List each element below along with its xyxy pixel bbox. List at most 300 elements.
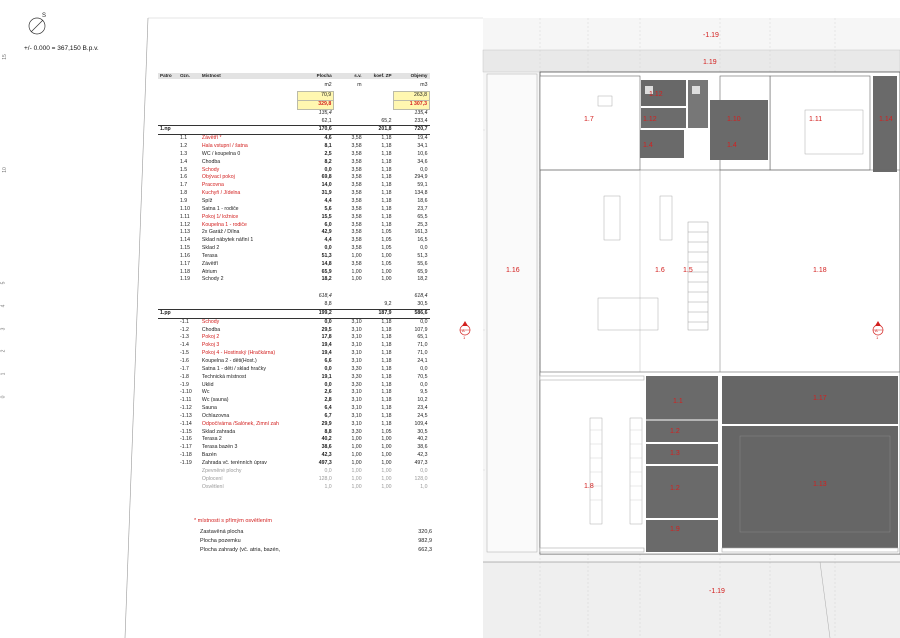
room-height: 3,10 — [351, 389, 362, 396]
room-name: Zahrada vč. terénních úprav — [201, 459, 267, 466]
table-cell: 1,00 — [351, 483, 362, 490]
table-cell: 170,6 — [298, 126, 334, 135]
room-name: Terasa — [201, 252, 218, 259]
room-id: 1.5 — [179, 166, 188, 173]
table-cell: 1,00 — [381, 467, 392, 474]
table-cell: 1,00 — [381, 483, 392, 490]
room-id: -1.16 — [179, 436, 192, 443]
room-volume: 65,9 — [417, 268, 428, 275]
summary-line — [200, 546, 432, 555]
summary-line — [200, 528, 432, 537]
table-cell: 65,2 — [381, 117, 392, 124]
room-height: 3,10 — [351, 358, 362, 364]
exterior-row — [158, 468, 430, 476]
room-row — [158, 413, 430, 421]
room-height: 3,10 — [351, 318, 362, 325]
room-volume: 25,3 — [417, 221, 428, 228]
label-1-13: 1.13 — [813, 481, 827, 488]
table-cell — [158, 92, 178, 101]
room-row — [158, 143, 430, 151]
room-id: -1.17 — [179, 444, 192, 451]
table-cell: 720,7 — [394, 126, 430, 135]
room-name: Kuchyň / Jídelna — [201, 190, 241, 197]
room-volume: 30,5 — [417, 428, 428, 435]
room-name: Schody — [201, 166, 220, 173]
label-1-14: 1.14 — [879, 116, 893, 123]
room-volume: 24,5 — [417, 412, 428, 419]
room-height: 1,00 — [351, 444, 362, 451]
room-coef: 1,00 — [381, 436, 392, 443]
room-area: 18,2 — [321, 276, 332, 283]
summary-label: Plocha zahrady (vč. atria, bazén, — [200, 547, 281, 553]
room-volume: 0,0 — [420, 365, 428, 372]
table-cell — [158, 174, 178, 182]
room-volume: 18,6 — [417, 197, 428, 204]
room-name: Šatna 1 - děti / sklad hračky — [201, 365, 266, 372]
table-cell — [158, 222, 178, 230]
summary-value: 662,3 — [418, 547, 432, 553]
room-height: 3,10 — [351, 397, 362, 404]
label-1-2b: 1.2 — [670, 485, 680, 492]
table-cell: m2 — [324, 82, 332, 88]
table-cell: 187,9 — [364, 309, 394, 318]
room-name: Wc (sauna) — [201, 397, 229, 404]
table-cell: 263,8 — [394, 92, 430, 101]
table-cell — [298, 284, 334, 293]
room-coef: 1,00 — [381, 268, 392, 275]
table-cell — [158, 214, 178, 222]
table-cell — [200, 92, 298, 101]
room-height: 3,58 — [351, 166, 362, 173]
summary-value: 982,9 — [418, 538, 432, 544]
room-area: 0,0 — [324, 245, 332, 252]
room-height: 3,58 — [351, 205, 362, 212]
room-id: -1.13 — [179, 412, 192, 419]
room-height: 3,58 — [351, 135, 362, 142]
table-cell — [158, 229, 178, 237]
room-row — [158, 206, 430, 214]
room-height: 3,10 — [351, 420, 362, 427]
room-coef: 1,18 — [381, 334, 392, 341]
summary-value: 320,6 — [418, 529, 432, 535]
table-cell — [178, 126, 200, 135]
room-volume: 51,3 — [417, 252, 428, 259]
room-height: 3,10 — [351, 405, 362, 412]
room-id: -1.8 — [179, 373, 189, 380]
column-header: Patro — [158, 73, 178, 79]
room-area: 42,9 — [321, 229, 332, 236]
exterior-row — [158, 476, 430, 484]
room-id: 1.11 — [179, 213, 190, 220]
room-area: 40,2 — [321, 436, 332, 443]
table-cell — [158, 421, 178, 429]
room-row — [158, 190, 430, 198]
label-bottom-outer: -1.19 — [709, 588, 725, 595]
summary-row-5 — [158, 293, 430, 301]
room-id: -1.5 — [179, 350, 189, 357]
room-coef: 1,00 — [381, 452, 392, 459]
room-row — [158, 222, 430, 230]
room-height: 3,58 — [351, 221, 362, 228]
room-row — [158, 151, 430, 159]
room-height: 3,58 — [351, 158, 362, 165]
room-coef: 1,18 — [381, 182, 392, 189]
room-coef: 1,18 — [381, 213, 392, 220]
table-cell — [158, 190, 178, 198]
room-volume: 71,0 — [417, 342, 428, 349]
room-height: 1,00 — [351, 268, 362, 275]
room-id: 1.9 — [179, 197, 188, 204]
room-id: -1.19 — [179, 459, 192, 466]
room-volume: 65,5 — [417, 213, 428, 220]
room-id: -1.7 — [179, 365, 189, 372]
table-cell: 586,6 — [394, 309, 430, 318]
table-cell — [364, 79, 394, 92]
room-area: 14,0 — [321, 182, 332, 189]
room-id: 1.4 — [179, 158, 188, 165]
room-row — [158, 229, 430, 237]
column-header: s.v. — [334, 73, 364, 79]
room-name: Wc — [201, 389, 210, 396]
room-volume: 0,0 — [420, 318, 428, 325]
room-volume: 10,2 — [417, 397, 428, 404]
table-cell — [158, 358, 178, 366]
room-area: 19,4 — [321, 342, 332, 349]
table-cell — [334, 109, 364, 117]
room-id: 1.10 — [179, 205, 191, 212]
room-row — [158, 198, 430, 206]
room-schedule-table — [158, 73, 430, 491]
room-id: -1.6 — [179, 358, 189, 364]
room-volume: 16,5 — [417, 237, 428, 244]
room-height: 3,58 — [351, 190, 362, 197]
room-coef: 1,00 — [381, 276, 392, 283]
table-cell — [158, 167, 178, 175]
room-height: 3,30 — [351, 381, 362, 388]
room-name: Schody — [201, 318, 220, 325]
label-1-5: 1.5 — [683, 267, 693, 274]
room-height: 3,10 — [351, 326, 362, 333]
room-area: 8,1 — [324, 143, 332, 150]
room-row — [158, 253, 430, 261]
room-name: Terasa 2 — [201, 436, 222, 443]
table-cell — [178, 468, 200, 476]
table-cell — [158, 143, 178, 151]
room-id: 1.13 — [179, 229, 191, 236]
table-cell — [364, 92, 394, 101]
room-row — [158, 135, 430, 143]
table-cell — [200, 109, 298, 117]
room-volume: 10,6 — [417, 150, 428, 157]
table-cell — [334, 100, 364, 109]
room-id: 1.15 — [179, 245, 191, 252]
table-cell — [178, 309, 200, 318]
table-cell: 1,0 — [420, 483, 428, 490]
room-name: Bazén — [201, 452, 217, 459]
room-id: -1.4 — [179, 342, 189, 349]
table-cell — [178, 301, 200, 309]
room-volume: 161,3 — [414, 229, 428, 236]
room-id: 1.8 — [179, 190, 188, 197]
table-cell: 0,0 — [420, 467, 428, 474]
units-row — [158, 79, 430, 92]
room-area: 69,8 — [321, 174, 332, 181]
room-name: Sklad zahrada — [201, 428, 236, 435]
room-height: 3,58 — [351, 213, 362, 220]
label-top-outer: -1.19 — [703, 32, 719, 39]
room-area: 6,0 — [324, 221, 332, 228]
summary-row-6 — [158, 301, 430, 309]
table-cell: 618,4 — [414, 293, 428, 300]
room-id: -1.11 — [179, 397, 192, 404]
section-label-a-right: A — [875, 328, 878, 333]
table-cell — [158, 253, 178, 261]
room-id: 1.17 — [179, 260, 191, 267]
table-cell — [158, 284, 178, 293]
table-cell: 1,00 — [351, 475, 362, 482]
table-cell — [158, 334, 178, 342]
room-id: 1.7 — [179, 182, 188, 189]
room-id: 1.3 — [179, 150, 188, 157]
room-coef: 1,05 — [381, 245, 392, 252]
room-id: -1.14 — [179, 420, 192, 427]
table-cell — [364, 109, 394, 117]
room-row — [158, 405, 430, 413]
room-volume: 9,5 — [420, 389, 428, 396]
room-coef: 1,18 — [381, 150, 392, 157]
table-cell — [158, 389, 178, 397]
ruler-tick: 5 — [0, 281, 7, 285]
room-volume: 0,0 — [420, 381, 428, 388]
room-name: Spíž — [201, 197, 213, 204]
summary-label: Plocha pozemku — [200, 538, 241, 544]
room-name: WC / koupelna 0 — [201, 150, 241, 157]
room-row — [158, 276, 430, 284]
table-cell — [158, 182, 178, 190]
table-cell — [158, 327, 178, 335]
table-cell — [178, 100, 200, 109]
table-cell — [200, 301, 298, 309]
summary-row-1 — [158, 92, 430, 101]
table-cell: m3 — [420, 82, 428, 88]
room-coef: 1,18 — [381, 197, 392, 204]
room-area: 2,6 — [324, 389, 332, 396]
room-area: 38,6 — [321, 444, 332, 451]
room-area: 0,0 — [324, 365, 332, 372]
room-row — [158, 334, 430, 342]
table-cell — [158, 429, 178, 437]
table-cell — [158, 198, 178, 206]
section-label-1-left: 1 — [463, 335, 466, 340]
room-name: Úklid — [201, 381, 214, 388]
table-cell: 0,0 — [324, 467, 332, 474]
ruler-tick: 2 — [0, 349, 7, 353]
room-volume: 59,1 — [417, 182, 428, 189]
room-id: -1.18 — [179, 452, 192, 459]
table-cell: 1.pp — [158, 309, 178, 318]
table-cell: 199,2 — [298, 309, 334, 318]
table-cell — [158, 374, 178, 382]
room-volume: 70,5 — [417, 373, 428, 380]
room-coef: 1,18 — [381, 174, 392, 181]
room-area: 4,4 — [324, 197, 332, 204]
ruler-tick: 4 — [0, 304, 7, 308]
label-1-8: 1.8 — [584, 483, 594, 490]
room-volume: 109,4 — [414, 420, 428, 427]
room-name: Pokoj 4 - Hostinský (Hračkárna) — [201, 350, 276, 357]
table-cell: 1.np — [158, 126, 178, 135]
room-row — [158, 174, 430, 182]
room-area: 29,9 — [321, 420, 332, 427]
table-cell — [158, 135, 178, 143]
room-area: 51,3 — [321, 252, 332, 259]
room-volume: 34,1 — [417, 143, 428, 150]
summary-row-3 — [158, 109, 430, 117]
table-cell: 30,5 — [417, 301, 428, 308]
table-cell — [158, 318, 178, 326]
room-area: 4,4 — [324, 237, 332, 244]
table-cell — [158, 293, 178, 301]
label-top-strip: 1.19 — [703, 59, 717, 66]
room-coef: 1,00 — [381, 252, 392, 259]
column-header: koef. ZP — [364, 73, 394, 79]
room-row — [158, 444, 430, 452]
room-area: 6,6 — [324, 358, 332, 364]
table-cell — [334, 284, 364, 293]
room-height: 3,58 — [351, 174, 362, 181]
room-coef: 1,18 — [381, 318, 392, 325]
table-cell — [158, 342, 178, 350]
label-1-3: 1.3 — [670, 450, 680, 457]
room-height: 3,30 — [351, 365, 362, 372]
table-cell — [394, 284, 430, 293]
room-id: 1.2 — [179, 143, 188, 150]
table-cell: 1,0 — [324, 483, 332, 490]
room-id: 1.16 — [179, 252, 191, 259]
table-cell — [334, 301, 364, 309]
table-cell — [200, 79, 298, 92]
table-cell — [158, 460, 178, 468]
table-cell — [200, 118, 298, 126]
table-cell — [200, 293, 298, 301]
room-name: Schody 2 — [201, 276, 224, 283]
room-area: 42,3 — [321, 452, 332, 459]
room-row — [158, 374, 430, 382]
room-row — [158, 460, 430, 468]
table-cell — [158, 436, 178, 444]
room-volume: 23,4 — [417, 405, 428, 412]
room-id: 1.1 — [179, 135, 188, 142]
room-coef: 1,18 — [381, 205, 392, 212]
table-cell: 135,4 — [414, 109, 428, 116]
table-cell — [158, 350, 178, 358]
label-1-12: 1.12 — [649, 91, 663, 98]
room-volume: 294,9 — [414, 174, 428, 181]
room-area: 6,7 — [324, 412, 332, 419]
ruler-tick: 0 — [0, 395, 7, 399]
room-coef: 1,18 — [381, 420, 392, 427]
room-row — [158, 245, 430, 253]
room-name: Odpočívárna /Salónek, Zimní zah — [201, 420, 279, 427]
summary-row-2 — [158, 100, 430, 109]
room-height: 1,00 — [351, 252, 362, 259]
room-name: Pracovna — [201, 182, 224, 189]
room-volume: 134,8 — [414, 190, 428, 197]
summary-line — [200, 537, 432, 546]
room-area: 65,9 — [321, 268, 332, 275]
room-id: 1.18 — [179, 268, 191, 275]
label-1-16: 1.16 — [506, 267, 520, 274]
room-id: -1.1 — [179, 318, 189, 325]
room-coef: 1,18 — [381, 135, 392, 142]
table-cell: 1,00 — [381, 475, 392, 482]
column-header: Plocha — [298, 73, 334, 79]
room-height: 3,58 — [351, 150, 362, 157]
table-cell: 1 307,3 — [394, 100, 430, 109]
room-height: 3,10 — [351, 412, 362, 419]
table-cell — [334, 293, 364, 301]
room-row — [158, 269, 430, 277]
room-id: -1.12 — [179, 405, 192, 412]
room-coef: 1,18 — [381, 350, 392, 357]
room-coef: 1,18 — [381, 143, 392, 150]
ruler-tick: 10 — [1, 167, 8, 173]
section-label-1-right: 1 — [876, 335, 879, 340]
room-row — [158, 358, 430, 366]
room-row — [158, 452, 430, 460]
room-row — [158, 214, 430, 222]
room-name: Pokoj 3 — [201, 342, 220, 349]
room-coef: 1,18 — [381, 221, 392, 228]
table-cell — [158, 269, 178, 277]
item-name: Osvětlení — [201, 483, 224, 490]
room-volume: 23,7 — [417, 205, 428, 212]
room-volume: 38,6 — [417, 444, 428, 451]
table-cell: 9,2 — [384, 301, 392, 308]
spacer-row — [158, 284, 430, 293]
table-cell: 1,00 — [351, 467, 362, 474]
room-id: -1.9 — [179, 381, 189, 388]
ruler-tick: 3 — [0, 327, 7, 331]
table-cell: 62,1 — [321, 117, 332, 124]
table-cell: m — [357, 82, 362, 89]
elevation-reference: +/- 0.000 = 367,150 B.p.v. — [24, 45, 99, 52]
table-cell: 618,4 — [318, 293, 332, 300]
room-volume: 42,3 — [417, 452, 428, 459]
room-height: 3,58 — [351, 260, 362, 267]
room-coef: 1,18 — [381, 166, 392, 173]
room-height: 3,58 — [351, 229, 362, 236]
room-height: 3,58 — [351, 245, 362, 252]
table-cell — [178, 284, 200, 293]
room-id: 1.14 — [179, 237, 191, 244]
room-row — [158, 366, 430, 374]
room-name: Pokoj 2 — [201, 334, 220, 341]
room-height: 3,10 — [351, 342, 362, 349]
column-header: Místnost — [200, 73, 298, 79]
room-name: Terasa bazén 3 — [201, 444, 238, 451]
room-area: 497,3 — [318, 459, 332, 466]
table-cell — [158, 382, 178, 390]
room-row — [158, 342, 430, 350]
table-cell — [364, 293, 394, 301]
table-cell — [178, 118, 200, 126]
table-cell — [200, 309, 298, 318]
room-height: 3,58 — [351, 237, 362, 244]
room-row — [158, 237, 430, 245]
room-height: 1,00 — [351, 436, 362, 443]
column-header: Ozn. — [178, 73, 200, 79]
